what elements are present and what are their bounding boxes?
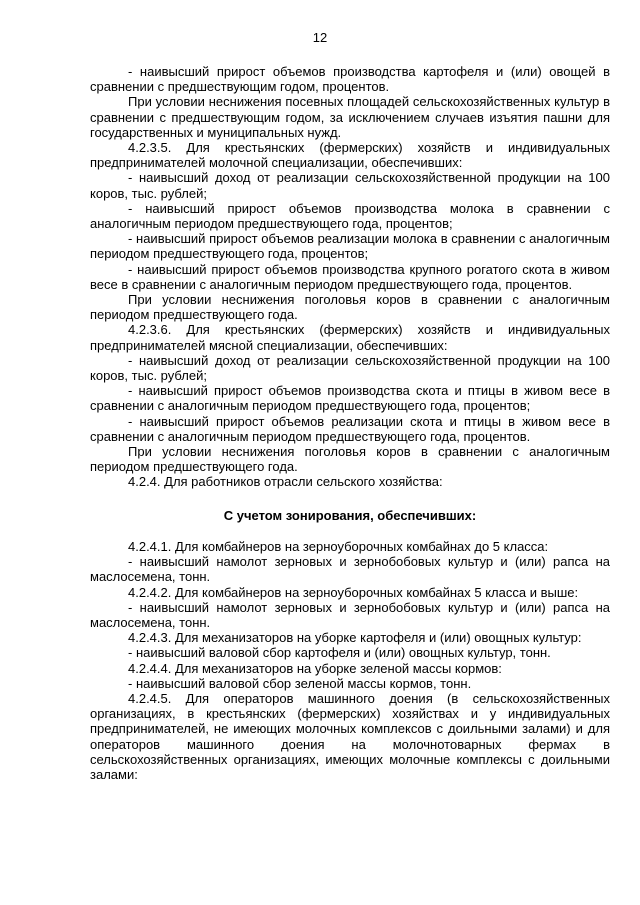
paragraph: 4.2.4.2. Для комбайнеров на зерноуборочных комбайнах 5 класса и выше: bbox=[128, 584, 579, 600]
paragraph: - наивысший прирост объемов производства скота и птицы в живом весе в сравнении с аналогичным периодом предшествующего года, процентов; bbox=[90, 383, 610, 414]
document-body bbox=[90, 64, 610, 782]
paragraph: 4.2.3.5. Для крестьянских (фермерских) хозяйств и индивидуальных предпринимателей молочной специализации, обеспечивших: bbox=[90, 140, 610, 171]
paragraph: - наивысший доход от реализации сельскохозяйственной продукции на 100 коров, тыс. рублей; bbox=[90, 170, 610, 201]
paragraph: - наивысший намолот зерновых и зернобобовых культур и (или) рапса на маслосемена, тонн. bbox=[90, 554, 610, 585]
paragraph: 4.2.4.5. Для операторов машинного доения (в сельскохозяйственных организациях, в крестьянских (фермерских) хозяйствах и у индивидуальных предпринимателей, не имеющих молочных комплексов с доильными залами) и для операторов машинного доения на молочнотоварных фермах в сельскохозяйственных организациях, имеющих молочные комплексы с доильными залами: bbox=[90, 690, 610, 782]
section-heading: С учетом зонирования, обеспечивших: bbox=[223, 507, 477, 523]
paragraph: 4.2.3.6. Для крестьянских (фермерских) хозяйств и индивидуальных предпринимателей мясной специализации, обеспечивших: bbox=[90, 322, 610, 353]
paragraph: - наивысший валовой сбор картофеля и (или) овощных культур, тонн. bbox=[128, 645, 551, 661]
page-number: 12 bbox=[312, 30, 328, 45]
paragraph: - наивысший прирост объемов производства молока в сравнении с аналогичным периодом предшествующего года, процентов; bbox=[90, 200, 610, 232]
paragraph: 4.2.4.1. Для комбайнеров на зерноуборочных комбайнах до 5 класса: bbox=[128, 538, 549, 554]
paragraph: При условии неснижения поголовья коров в сравнении с аналогичным периодом предшествующего года. bbox=[90, 292, 610, 323]
paragraph: - наивысший валовой сбор зеленой массы кормов, тонн. bbox=[128, 675, 472, 691]
paragraph: - наивысший прирост объемов производства крупного рогатого скота в живом весе в сравнении с аналогичным периодом предшествующего года, процентов. bbox=[90, 261, 610, 292]
paragraph: При условии неснижения посевных площадей сельскохозяйственных культур в сравнении с предшествующим годом, за исключением случаев изъятия пашни для государственных и муниципальных нужд. bbox=[90, 94, 610, 140]
paragraph: 4.2.4. Для работников отрасли сельского хозяйства: bbox=[128, 474, 443, 490]
paragraph: - наивысший прирост объемов реализации скота и птицы в живом весе в сравнении с аналогичным периодом предшествующего года, процентов. bbox=[90, 413, 610, 444]
paragraph: - наивысший намолот зерновых и зернобобовых культур и (или) рапса на маслосемена, тонн. bbox=[90, 599, 610, 630]
paragraph: - наивысший прирост объемов производства картофеля и (или) овощей в сравнении с предшествующим годом, процентов. bbox=[90, 64, 610, 95]
paragraph: - наивысший прирост объемов реализации молока в сравнении с аналогичным периодом предшествующего года, процентов; bbox=[90, 231, 610, 262]
paragraph: 4.2.4.4. Для механизаторов на уборке зеленой массы кормов: bbox=[128, 660, 502, 676]
paragraph: При условии неснижения поголовья коров в сравнении с аналогичным периодом предшествующего года. bbox=[90, 444, 610, 475]
paragraph: 4.2.4.3. Для механизаторов на уборке картофеля и (или) овощных культур: bbox=[128, 630, 582, 646]
paragraph: - наивысший доход от реализации сельскохозяйственной продукции на 100 коров, тыс. рублей; bbox=[90, 352, 610, 384]
